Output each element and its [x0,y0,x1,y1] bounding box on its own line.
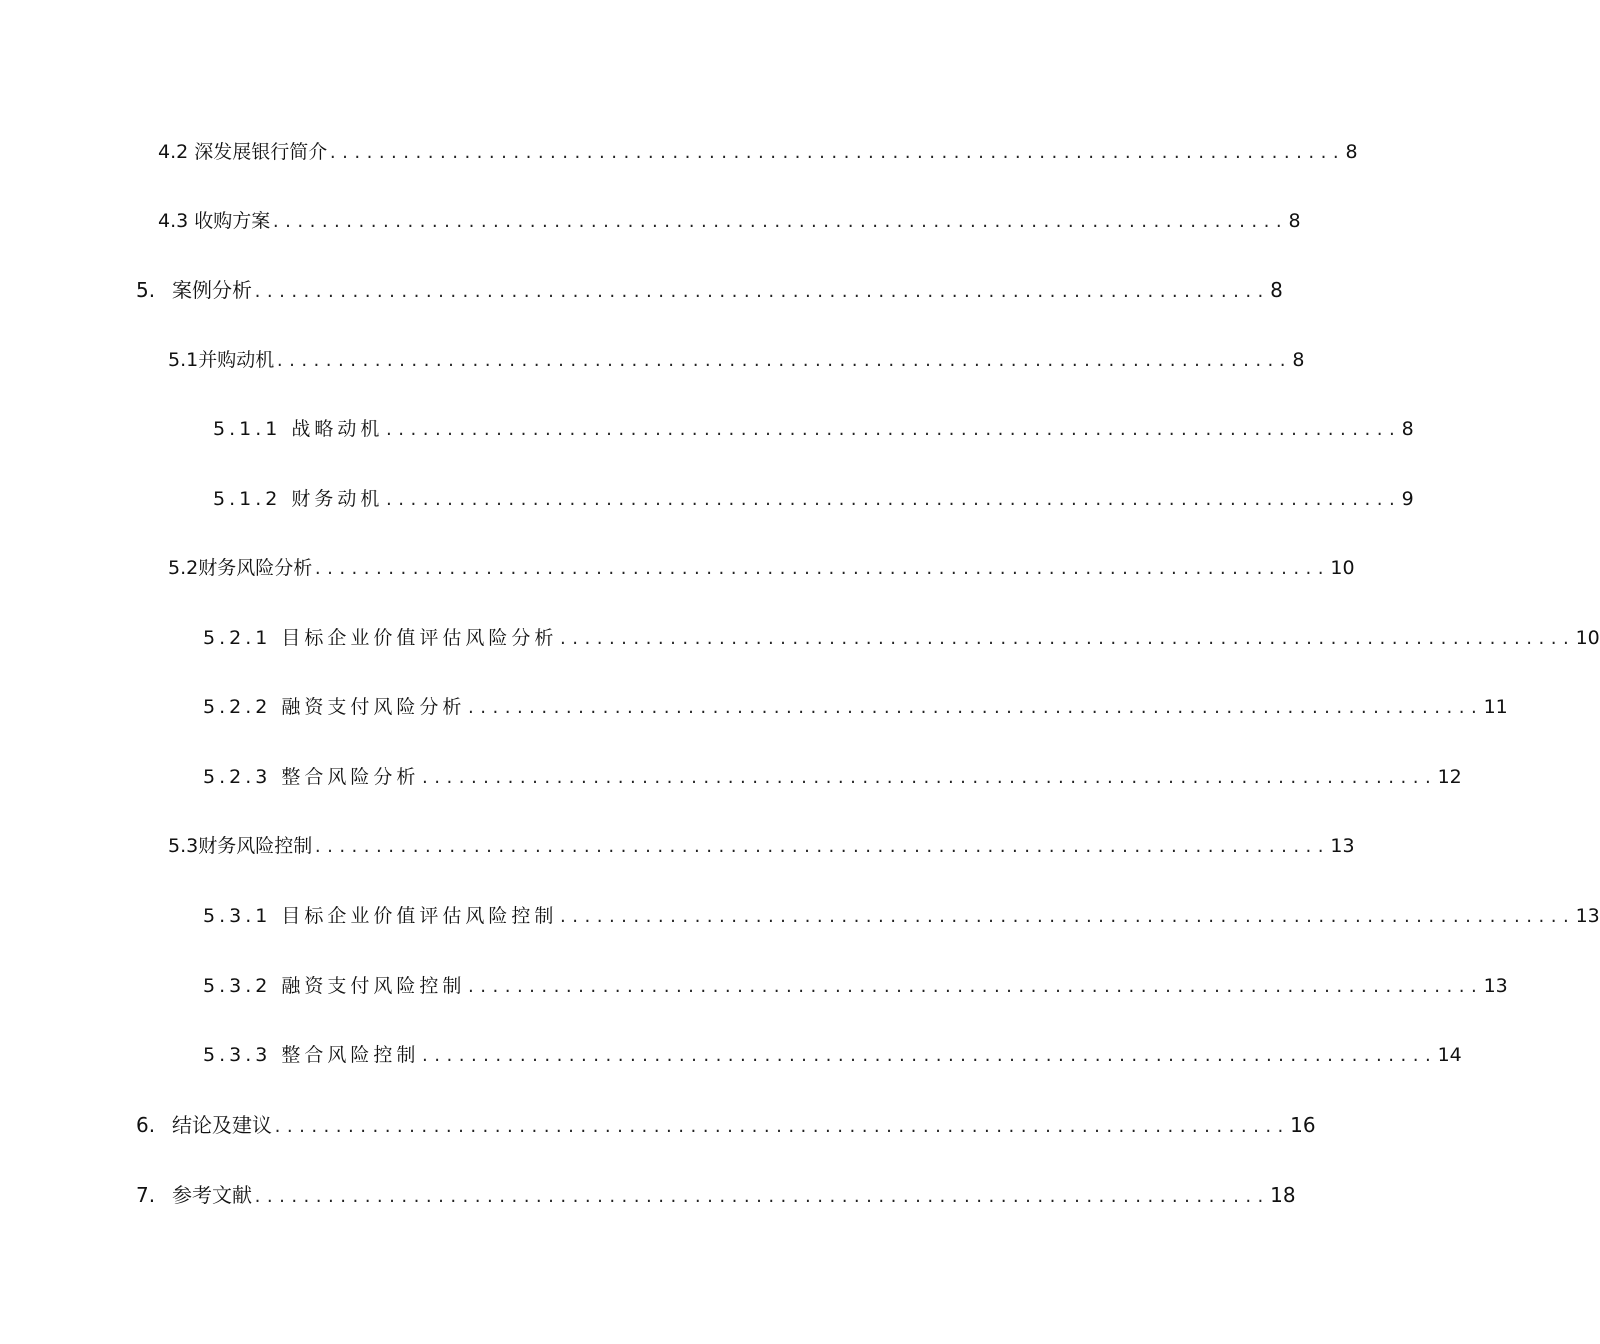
toc-entry-number: 5.3.2 [203,975,282,997]
toc-entry-7[interactable] [136,1180,1296,1210]
toc-page-number: 13 [1483,975,1508,997]
toc-entry-5-1-2[interactable] [213,484,1414,514]
toc-page-number: 16 [1290,1113,1316,1137]
toc-entry-5-2-3[interactable] [203,762,1462,792]
toc-entry-5-2-2[interactable] [203,692,1508,722]
toc-entry-number: 4.3 [158,210,195,232]
toc-entry-title: 参考文献 [172,1183,252,1207]
toc-entry-title: 目标企业价值评估风险分析 [281,627,558,649]
toc-dot-leader: ................................................................................... [558,908,1574,926]
toc-page-number: 12 [1437,766,1462,788]
toc-dot-leader: ................................................................................... [384,421,1400,439]
toc-entry-title: 融资支付风险控制 [281,975,466,997]
toc-page-number: 11 [1483,696,1508,718]
toc-dot-leader: ................................................................................... [271,213,1287,231]
toc-entry-title: 战略动机 [291,418,384,440]
toc-dot-leader: ................................................................................... [253,283,1269,301]
toc-entry-number: 5.2.2 [203,696,282,718]
toc-entry-5-1-1[interactable] [213,414,1414,444]
toc-entry-4-3[interactable] [158,206,1301,236]
toc-entry-title: 收购方案 [194,210,271,232]
toc-page-number: 8 [1292,349,1305,371]
toc-entry-title: 案例分析 [172,278,252,302]
toc-entry-6[interactable] [136,1110,1316,1140]
toc-page-number: 18 [1270,1183,1296,1207]
toc-entry-5-2-1[interactable] [203,623,1600,653]
toc-page-number: 8 [1288,210,1301,232]
toc-entry-5-3[interactable] [168,831,1355,861]
toc-dot-leader: ................................................................................... [420,769,1436,787]
toc-entry-5-2[interactable] [168,553,1355,583]
toc-page-number: 8 [1345,141,1358,163]
toc-entry-number: 5.3.1 [203,905,282,927]
toc-entry-title: 结论及建议 [172,1113,272,1137]
toc-entry-number: 5. [136,278,156,302]
toc-dot-leader: ................................................................................... [253,1188,1269,1206]
toc-page-number: 14 [1437,1044,1462,1066]
toc-entry-title: 整合风险控制 [281,1044,420,1066]
toc-entry-number: 5.3 [168,835,199,857]
toc-entry-4-2[interactable] [158,137,1358,167]
toc-page-number: 8 [1401,418,1414,440]
toc-dot-leader: ................................................................................... [466,699,1482,717]
toc-page-number: 9 [1401,488,1414,510]
toc-entry-number: 7. [136,1183,156,1207]
toc-entry-title: 财务动机 [291,488,384,510]
toc-entry-title: 财务风险控制 [198,835,313,857]
toc-entry-title: 整合风险分析 [281,766,420,788]
toc-entry-number: 5.2.3 [203,766,282,788]
toc-entry-title: 目标企业价值评估风险控制 [281,905,558,927]
toc-page-number: 13 [1575,905,1600,927]
toc-entry-title: 财务风险分析 [198,557,313,579]
toc-entry-5-3-3[interactable] [203,1040,1462,1070]
toc-entry-number: 6. [136,1113,156,1137]
toc-entry-number: 5.1.1 [213,418,292,440]
toc-entry-title: 深发展银行简介 [194,141,328,163]
toc-dot-leader: ................................................................................... [558,630,1574,648]
toc-page-number: 13 [1330,835,1355,857]
toc-page-number: 10 [1575,627,1600,649]
toc-entry-number: 5.1.2 [213,488,292,510]
toc-dot-leader: ................................................................................... [313,560,1329,578]
toc-dot-leader: ................................................................................... [313,838,1329,856]
toc-page-number: 10 [1330,557,1355,579]
toc-dot-leader: ................................................................................... [420,1047,1436,1065]
toc-dot-leader: ................................................................................... [384,491,1400,509]
toc-entry-5-3-2[interactable] [203,971,1508,1001]
toc-dot-leader: ................................................................................... [466,978,1482,996]
toc-page-number: 8 [1270,278,1283,302]
toc-dot-leader: ................................................................................... [273,1118,1289,1136]
toc-entry-title: 融资支付风险分析 [281,696,466,718]
toc-entry-5[interactable] [136,275,1283,305]
toc-entry-number: 4.2 [158,141,195,163]
toc-entry-number: 5.2.1 [203,627,282,649]
toc-dot-leader: ................................................................................... [328,144,1344,162]
toc-entry-5-3-1[interactable] [203,901,1600,931]
toc-entry-number: 5.3.3 [203,1044,282,1066]
toc-entry-number: 5.1 [168,349,199,371]
toc-entry-title: 并购动机 [198,349,275,371]
toc-entry-number: 5.2 [168,557,199,579]
toc-entry-5-1[interactable] [168,345,1305,375]
toc-dot-leader: ................................................................................... [275,352,1291,370]
